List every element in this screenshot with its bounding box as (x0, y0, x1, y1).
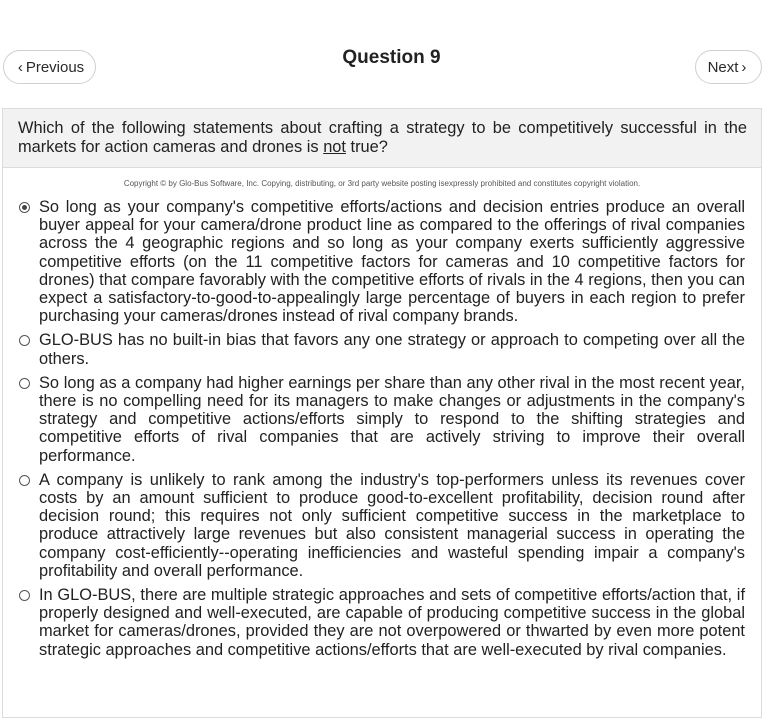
radio-button[interactable] (19, 590, 30, 601)
copyright-notice: Copyright © by Glo-Bus Software, Inc. Copying, distributing, or 3rd party website posting isexpressly prohibited and constitutes copyright violation. (123, 179, 641, 188)
answer-option-text: GLO-BUS has no built-in bias that favors any one strategy or approach to competing over all the others. (39, 331, 745, 368)
answer-options (3, 198, 761, 659)
answer-option-text: So long as a company had higher earnings per share than any other rival in the most recent year, there is no compelling need for its managers to make changes or adjustments in the company's strategy and competitive actions/efforts simply to respond to the shifting strategies and competitive efforts of rival companies that are actively striving to improve their overall performance. (39, 373, 745, 465)
chevron-right-icon: › (741, 58, 747, 76)
previous-label: Previous (25, 58, 85, 76)
next-label: Next (707, 58, 739, 76)
radio-button-selected[interactable] (19, 202, 30, 213)
next-button[interactable] (695, 50, 762, 84)
question-card (2, 108, 762, 718)
page-title: Question 9 (342, 47, 441, 68)
answer-option-text: In GLO-BUS, there are multiple strategic approaches and sets of competitive efforts/action that, if properly designed and well-executed, are capable of producing competitive success in the global market for cameras/drones, provided they are not overpowered or thwarted by even more potent strategic approaches and competitive actions/efforts that are well-executed by rival companies. (39, 586, 745, 659)
answer-option-text: A company is unlikely to rank among the industry's top-performers unless its revenues cover costs by an amount sufficient to produce good-to-excellent profitability, decision round after decision round; this requires not only sufficient competitive success in the marketplace to produce attractively large revenues but also consistent managerial success in operating the company cost-efficiently--operating inefficiencies and wasteful spending impair a company's profitability and overall performance. (39, 470, 745, 580)
answer-option-text: So long as your company's competitive efforts/actions and decision entries produce an overall buyer appeal for your camera/drone product line as compared to the offerings of rival companies across the 4 geographic regions and so long as your company exerts sufficiently aggressive competitive efforts (on the 11 competitive factors for cameras and 10 competitive factors for drones) that compare favorably with the competitive efforts of rivals in the 4 regions, then you can expect a satisfactory-to-good-to-appealingly large percentage of buyers in each region to prefer purchasing your cameras/drones instead of rival company brands. (39, 198, 745, 326)
answer-option-2[interactable] (19, 331, 745, 367)
radio-button[interactable] (19, 475, 30, 486)
question-prompt (3, 109, 761, 168)
radio-button[interactable] (19, 378, 30, 389)
radio-button[interactable] (19, 335, 30, 346)
chevron-left-icon: ‹ (17, 58, 23, 76)
answer-option-3[interactable] (19, 374, 745, 465)
prompt-text-end: true? (345, 138, 388, 156)
prompt-emphasis: not (323, 138, 346, 156)
answer-option-5[interactable] (19, 586, 745, 659)
answer-option-4[interactable] (19, 471, 745, 580)
prompt-text-start: Which of the following statements about crafting a strategy to be competitively successful in the markets for action cameras and drones is (18, 119, 747, 156)
answer-option-1[interactable] (19, 198, 745, 325)
